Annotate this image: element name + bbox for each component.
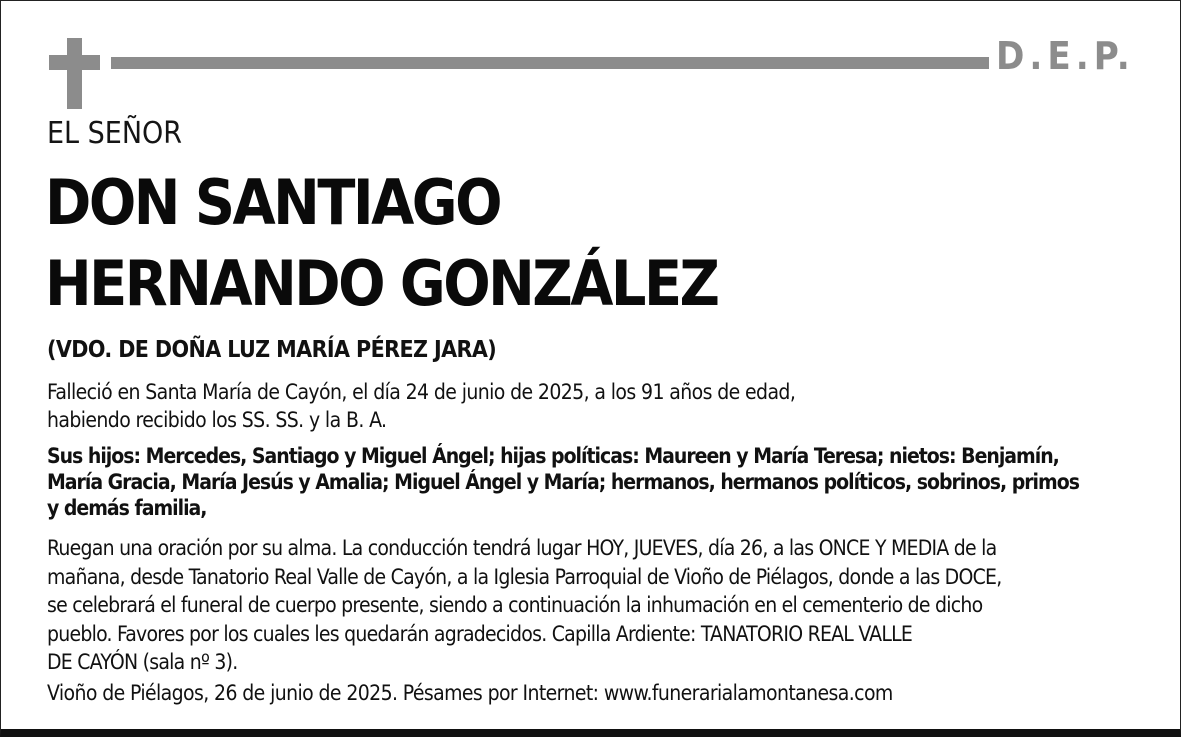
family-list-line: Sus hijos: Mercedes, Santiago y Miguel Ángel; hijas políticas: Maureen y María Teresa; nietos: Benjamín, <box>47 444 1059 468</box>
funeral-details-line: DE CAYÓN (sala nº 3). <box>47 650 238 674</box>
funeral-details <box>47 534 1157 677</box>
family-list <box>47 443 1152 521</box>
funeral-details-line: Ruegan una oración por su alma. La conducción tendrá lugar HOY, JUEVES, día 26, a las ONCE Y MEDIA de la <box>47 536 997 560</box>
widow-note: (VDO. DE DOÑA LUZ MARÍA PÉREZ JARA) <box>47 337 497 363</box>
header-rule <box>111 57 989 69</box>
funeral-details-line: se celebrará el funeral de cuerpo presente, siendo a continuación la inhumación en el cementerio de dicho <box>47 593 983 617</box>
cross-horizontal-bar <box>49 55 100 70</box>
death-details-line: Falleció en Santa María de Cayón, el día 24 de junio de 2025, a los 91 años de edad, <box>47 380 796 404</box>
deceased-name-line-1: DON SANTIAGO <box>45 166 500 239</box>
funeral-details-line: mañana, desde Tanatorio Real Valle de Cayón, a la Iglesia Parroquial de Vioño de Piélagos, donde a las DOCE, <box>47 564 1002 589</box>
deceased-name-line-2: HERNANDO GONZÁLEZ <box>45 247 718 320</box>
funeral-details-line: pueblo. Favores por los cuales les quedarán agradecidos. Capilla Ardiente: TANATORIO REAL VALLE <box>47 621 913 646</box>
dep-label: D.E.P. <box>996 34 1135 78</box>
death-details-line: habiendo recibido los SS. SS. y la B. A. <box>47 408 387 432</box>
family-list-line: María Gracia, María Jesús y Amalia; Miguel Ángel y María; hermanos, hermanos políticos, sobrinos, primos <box>47 470 1079 494</box>
family-list-line: y demás familia, <box>47 496 207 520</box>
closing-line: Vioño de Piélagos, 26 de junio de 2025. Pésames por Internet: www.funerarialamontanesa.com <box>47 681 893 705</box>
death-details <box>47 378 1157 434</box>
cross-vertical-bar <box>67 38 82 109</box>
honorific: EL SEÑOR <box>47 116 183 151</box>
